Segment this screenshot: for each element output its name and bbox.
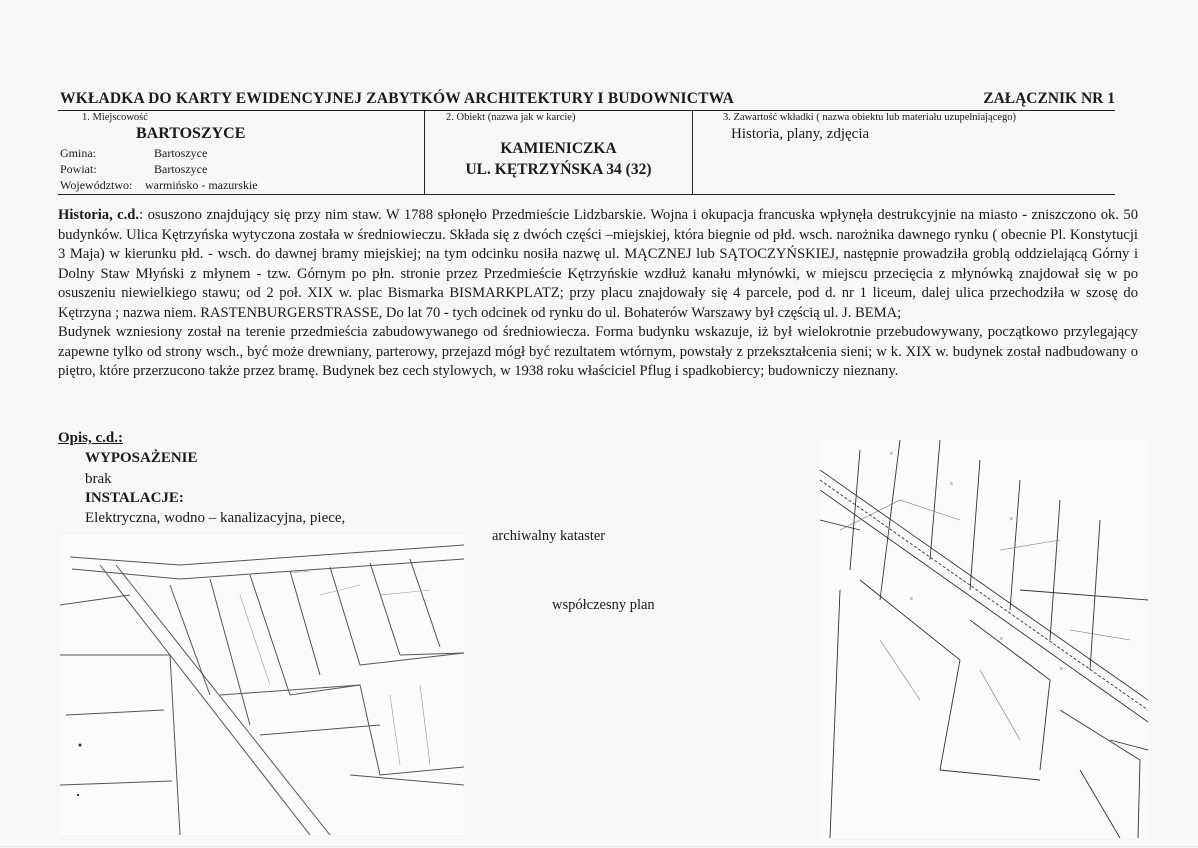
archival-cadastre-map bbox=[60, 535, 464, 835]
svg-text:≡: ≡ bbox=[910, 596, 913, 602]
locality-name: BARTOSZYCE bbox=[136, 125, 246, 142]
powiat-row bbox=[60, 162, 208, 177]
content-label: 3. Zawartość wkładki ( nazwa obiektu lub materiału uzupełniającego) bbox=[723, 112, 1017, 123]
content-value: Historia, plany, zdjęcia bbox=[731, 126, 870, 142]
history-section bbox=[58, 206, 1138, 382]
info-table bbox=[58, 110, 1115, 195]
powiat-value: Bartoszyce bbox=[154, 162, 208, 176]
wojewodztwo-row bbox=[60, 178, 258, 193]
svg-text:≡: ≡ bbox=[1010, 516, 1013, 522]
cadastre-caption: archiwalny kataster bbox=[492, 528, 606, 544]
content-cell bbox=[693, 110, 1115, 194]
instalacje-heading: INSTALACJE: bbox=[85, 490, 184, 506]
plan-caption: współczesny plan bbox=[552, 597, 655, 613]
svg-text:≡: ≡ bbox=[890, 451, 893, 457]
history-text-1: : osuszono znajdujący się przy nim staw. W 1788 spłonęło Przedmieście Lidzbarskie. Wojna i okupacja francuska wpłynęła destrukcyjnie na miasto - zniszczono ok. 50 budynków. Ulica Kętrzyńska wytyczona została w średniowieczu. Składa się z dwóch części –miejskiej, która biegnie od płd. wsch. narożnika dawnego rynku ( obecnie Pl. Konstytucji 3 Maja) w kierunku płd. - wsch. do dawnej bramy miejskiej; na tym odcinku nosiła nazwę ul. MĄCZNEJ lub SĄTOCZYŃSKIEJ, następnie prowadziła groblą oddzielającą Górny i Dolny Staw Młyński z młynem - tzw. Górnym po płn. stronie przez Przedmieście Kętrzyńskie wzdłuż kanału młynówki, w miejscu przecięcia z młynówką znajdował się w po osuszeniu niewielkiego stawu; od 2 poł. XIX w. plac Bismarka BISMARKPLATZ; przy placu znajdowały się 4 parcele, pod d. nr 1 liceum, dalej ulica przechodziła w szosę do Kętrzyna ; nazwa niem. RASTENBURGERSTRASSE, Do lat 70 - tych odcinek od rynku do ul. Bohaterów Warszawy był częścią ul. J. BEMA; bbox=[58, 207, 1138, 321]
object-name: KAMIENICZKA bbox=[500, 140, 617, 157]
svg-text:≡: ≡ bbox=[1000, 636, 1003, 642]
modern-plan-drawing bbox=[820, 440, 1148, 838]
instalacje-value: Elektryczna, wodno – kanalizacyjna, piece, bbox=[85, 510, 346, 526]
scan-edge bbox=[0, 846, 1198, 847]
object-cell bbox=[425, 110, 693, 194]
cadastre-map-drawing bbox=[60, 535, 464, 835]
modern-plan-map bbox=[820, 440, 1148, 838]
gmina-label: Gmina: bbox=[60, 146, 96, 160]
history-label: Historia, c.d. bbox=[58, 207, 140, 223]
svg-text:≡: ≡ bbox=[950, 481, 953, 487]
opis-heading: Opis, c.d.: bbox=[58, 430, 124, 446]
powiat-label: Powiat: bbox=[60, 162, 97, 176]
cadastre-street-mark: ~~~~~ bbox=[289, 567, 310, 577]
wojewodztwo-label: Województwo: bbox=[60, 178, 133, 192]
document-title: WKŁADKA DO KARTY EWIDENCYJNEJ ZABYTKÓW ARCHITEKTURY I BUDOWNICTWA bbox=[60, 90, 735, 107]
wyposazenie-heading: WYPOSAŻENIE bbox=[85, 450, 198, 466]
history-paragraph-2: Budynek wzniesiony został na terenie przedmieścia zabudowywanego od średniowiecza. Forma budynku wskazuje, iż był wielokrotnie przebudowywany, początkowo przylegający zapewne tylko od strony wsch., być może drewniany, parterowy, przejazd mógł być rezultatem wtórnym, powstały z przekształcenia sieni; w k. XIX w. budynek został nadbudowany o piętro, które przerzucono także przez bramę. Budynek bez cech stylowych, w 1938 roku właściciel Pflug i spadkobiercy; budowniczy nieznany. bbox=[58, 324, 1138, 379]
wyposazenie-value: brak bbox=[85, 471, 112, 487]
attachment-number: ZAŁĄCZNIK NR 1 bbox=[983, 90, 1115, 107]
gmina-value: Bartoszyce bbox=[154, 146, 208, 160]
locality-label: 1. Miejscowość bbox=[82, 112, 148, 123]
document-header bbox=[58, 90, 1115, 111]
locality-cell bbox=[58, 110, 425, 194]
gmina-row bbox=[60, 146, 208, 161]
history-paragraph-1 bbox=[58, 206, 1138, 323]
svg-text:≡: ≡ bbox=[1060, 666, 1063, 672]
wojewodztwo-value: warmińsko - mazurskie bbox=[145, 178, 258, 192]
object-label: 2. Obiekt (nazwa jak w karcie) bbox=[446, 112, 576, 123]
object-address: UL. KĘTRZYŃSKA 34 (32) bbox=[465, 161, 652, 178]
